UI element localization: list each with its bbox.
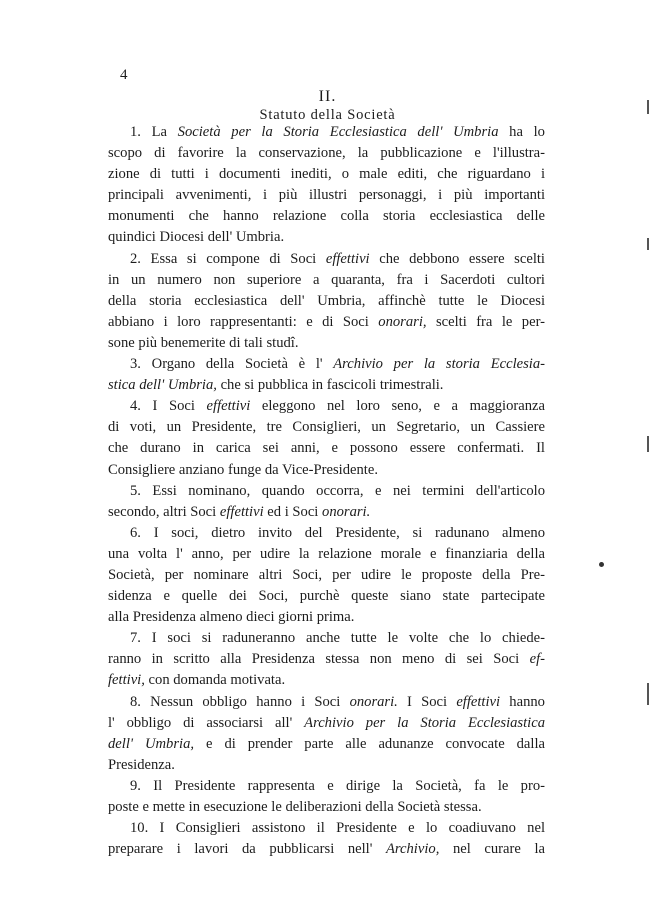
text-span: 4. I Soci [130,398,207,415]
text-line [108,206,545,227]
text-span: della storia ecclesiastica dell' Umbria, affinchè tutte le Diocesi [108,292,545,309]
text-span: abbiano i loro rappresentanti: e di Soci [108,313,379,330]
italic-text-span: effettivi [206,398,251,415]
text-line [108,164,545,185]
page-number: 4 [120,67,128,83]
italic-text-span: dell' Umbria, [108,735,195,752]
italic-text-span: effettivi [219,503,264,520]
text-line [108,607,545,628]
text-line [108,734,545,755]
text-line [108,122,545,143]
text-line [108,438,545,459]
text-span: 8. Nessun obbligo hanno i Soci [130,693,350,710]
text-span: scopo di favorire la conservazione, la pubblicazione e l'illustra- [108,145,545,162]
text-line [108,586,545,607]
text-span: ha lo [498,124,545,140]
italic-text-span: Archivio, [385,841,440,858]
text-line [108,818,545,839]
text-span: alla Presidenza almeno dieci giorni prima. [108,609,355,626]
text-line [108,755,545,776]
text-span: con domanda motivata. [144,672,286,689]
margin-dot [599,562,604,567]
text-span: secondo, altri Soci [108,503,220,520]
italic-text-span: onorari, [378,313,427,330]
text-span: 10. I Consiglieri assistono il Presidente e lo coadiuvano nel [130,820,545,837]
italic-text-span: onorari. [322,503,371,520]
italic-text-span: ef- [529,651,545,668]
text-line [108,354,545,375]
text-line [108,649,545,670]
text-line [108,839,545,860]
text-line [108,523,545,544]
section-title: Statuto della Società [259,107,396,123]
text-line [108,776,545,797]
text-span: preparare i lavori da pubblicarsi nell' [108,841,386,858]
text-span: in un numero non superiore a quaranta, fra i Sacerdoti cultori [108,271,545,288]
text-line [108,460,545,481]
text-span: di voti, un Presidente, tre Consiglieri, un Segretario, un Cassiere [108,419,545,436]
text-line [108,185,545,206]
text-line [108,628,545,649]
text-span: eleggono nel loro seno, e a maggioranza [250,398,545,415]
text-line [108,713,545,734]
text-line [108,797,545,818]
text-line [108,692,545,713]
italic-text-span: Archivio per la Storia Ecclesiastica [304,714,545,731]
text-span: 3. Organo della Società è l' [130,356,334,373]
margin-mark [647,436,649,452]
text-span: hanno [500,693,545,710]
margin-mark [647,238,649,250]
text-span: I Soci [397,693,457,710]
text-line [108,417,545,438]
text-line [108,544,545,565]
italic-text-span: onorari. [349,693,398,710]
text-span: che debbono essere scelti [369,250,545,267]
text-span: principali avvenimenti, i più illustri personaggi, i più importanti [108,187,545,204]
text-line [108,143,545,164]
section-number: II. [318,88,337,105]
text-span: zione di tutti i documenti inediti, o male editi, che riguardano i [108,166,545,183]
text-line [108,502,545,523]
margin-mark [647,683,649,705]
text-span: Presidenza. [108,756,175,773]
italic-text-span: Archivio per la storia Ecclesia- [333,356,545,373]
text-line [108,270,545,291]
text-span: Società, per nominare altri Soci, per udire le proposte della Pre- [108,566,545,583]
text-span: 5. Essi nominano, quando occorra, e nei termini dell'articolo [130,482,545,499]
text-span: una volta l' anno, per udire la relazione morale e finanziaria della [108,545,545,562]
text-span: 6. I soci, dietro invito del Presidente, si radunano almeno [130,524,545,541]
italic-text-span: effettivi [456,693,501,710]
text-span: scelti fra le per- [426,313,545,330]
text-span: 7. I soci si raduneranno anche tutte le volte che lo chiede- [130,630,545,647]
text-span: quindici Diocesi dell' Umbria. [108,229,285,246]
text-span: ranno in scritto alla Presidenza stessa non meno di sei Soci [108,651,530,668]
text-span: ed i Soci [263,503,323,520]
text-line [108,249,545,270]
text-span: 2. Essa si compone di Soci [130,250,326,267]
text-line [108,291,545,312]
text-line [108,227,545,248]
italic-text-span: fettivi, [108,672,145,689]
text-span: 1. La [130,124,178,140]
text-span: monumenti che hanno relazione colla storia ecclesiastica delle [108,208,545,225]
text-line [108,312,545,333]
text-line [108,565,545,586]
text-span: l' obbligo di associarsi all' [108,714,305,731]
text-span: sidenza e quelle dei Soci, purchè queste siano state partecipate [108,588,545,605]
italic-text-span: effettivi [325,250,370,267]
text-span: sone più benemerite di tali studî. [108,334,299,351]
body-text [108,122,545,860]
text-line [108,333,545,354]
text-line [108,670,545,691]
text-line [108,396,545,417]
margin-mark [647,100,649,114]
text-span: che durano in carica sei anni, e possono essere confermati. Il [108,440,545,457]
text-line [108,481,545,502]
text-span: nel curare la [439,841,545,858]
text-line [108,375,545,396]
italic-text-span: stica dell' Umbria, [108,377,217,394]
text-span: che si pubblica in fascicoli trimestrali. [216,377,444,394]
italic-text-span: Società per la Storia Ecclesiastica dell' Umbria [177,124,499,140]
text-span: Consigliere anziano funge da Vice-Presidente. [108,461,378,478]
text-span: poste e mette in esecuzione le deliberazioni della Società stessa. [108,799,482,815]
text-span: 9. Il Presidente rappresenta e dirige la Società, fa le pro- [130,777,545,794]
text-span: e di prender parte alle adunanze convocate dalla [194,735,545,752]
